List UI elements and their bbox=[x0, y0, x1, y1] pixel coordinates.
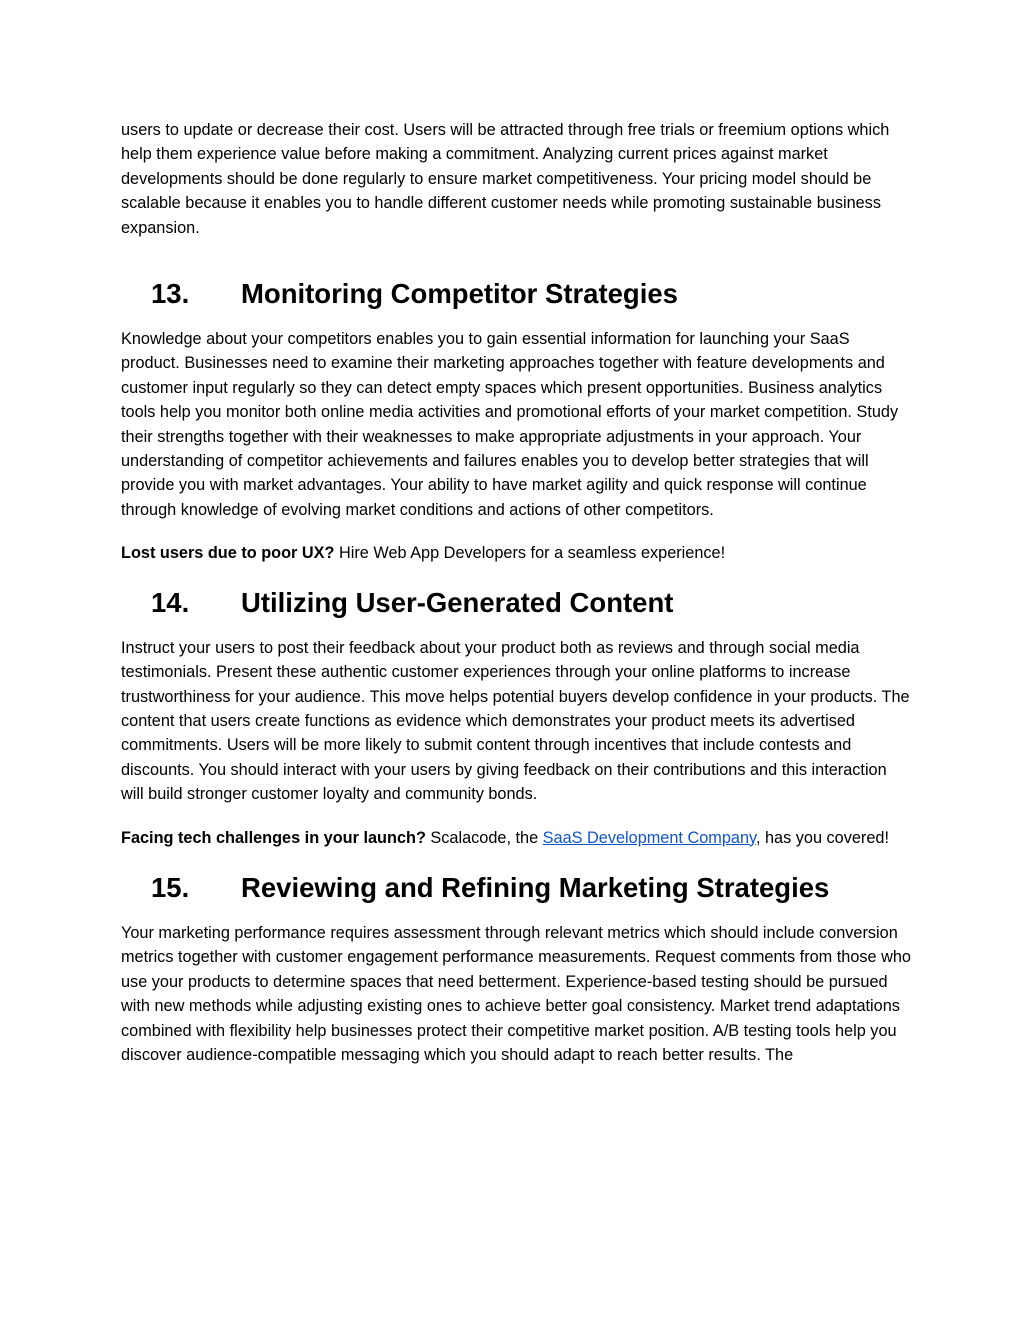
document-content bbox=[121, 118, 911, 1086]
section-13-cta-text: Hire Web App Developers for a seamless experience! bbox=[334, 544, 726, 563]
section-13-cta bbox=[121, 541, 911, 565]
saas-development-company-link[interactable]: SaaS Development Company bbox=[542, 828, 756, 847]
section-14-cta bbox=[121, 826, 911, 850]
section-14-cta-bold: Facing tech challenges in your launch? bbox=[121, 828, 426, 847]
section-15-title: Reviewing and Refining Marketing Strategies bbox=[241, 871, 830, 903]
section-13-heading bbox=[121, 278, 911, 310]
section-15-number: 15. bbox=[151, 871, 190, 903]
intro-paragraph: users to update or decrease their cost. Users will be attracted through free trials or freemium options which help them experience value before making a commitment. Analyzing current prices against market developments should be done regularly to ensure market competitiveness. Your pricing model should be scalable because it enables you to handle different customer needs while promoting sustainable business expansion. bbox=[121, 121, 890, 237]
section-14-title: Utilizing User-Generated Content bbox=[241, 586, 674, 618]
section-14-body: Instruct your users to post their feedback about your product both as reviews and through social media testimonials. Present these authentic customer experiences through your online platforms to increase trustworthiness for your audience. This move helps potential buyers develop confidence in your products. The content that users create functions as evidence which demonstrates your product meets its advertised commitments. Users will be more likely to submit content through incentives that include contests and discounts. You should interact with your users by giving feedback on their contributions and this interaction will build stronger customer loyalty and community bonds. bbox=[121, 638, 910, 804]
section-14-number: 14. bbox=[151, 586, 190, 618]
section-14-cta-pre: Scalacode, the bbox=[425, 828, 543, 847]
section-13-title: Monitoring Competitor Strategies bbox=[241, 278, 678, 310]
section-15-heading bbox=[121, 872, 911, 904]
section-13-cta-bold: Lost users due to poor UX? bbox=[121, 544, 335, 563]
section-13-body: Knowledge about your competitors enables you to gain essential information for launching your SaaS product. Businesses need to examine their marketing approaches together with feature developments and customer input regularly so they can detect empty spaces which present opportunities. Business analytics tools help you monitor both online media activities and promotional efforts of your market competition. Study their strengths together with their weaknesses to make appropriate adjustments in your approach. Your understanding of competitor achievements and failures enables you to develop better strategies that will provide you with market advantages. Your ability to have market agility and quick response will continue through knowledge of evolving market conditions and actions of other competitors. bbox=[121, 330, 899, 519]
section-15-body: Your marketing performance requires assessment through relevant metrics which should include conversion metrics together with customer engagement performance measurements. Request comments from those who use your products to determine spaces that need betterment. Experience-based testing should be pursued with new methods while adjusting existing ones to achieve better goal consistency. Market trend adaptations combined with flexibility help businesses protect their competitive market position. A/B testing tools help you discover audience-compatible messaging which you should adapt to reach better results. The bbox=[121, 923, 911, 1064]
section-13-number: 13. bbox=[151, 278, 190, 310]
section-14-heading bbox=[121, 587, 911, 619]
section-14-cta-post: , has you covered! bbox=[755, 828, 889, 847]
